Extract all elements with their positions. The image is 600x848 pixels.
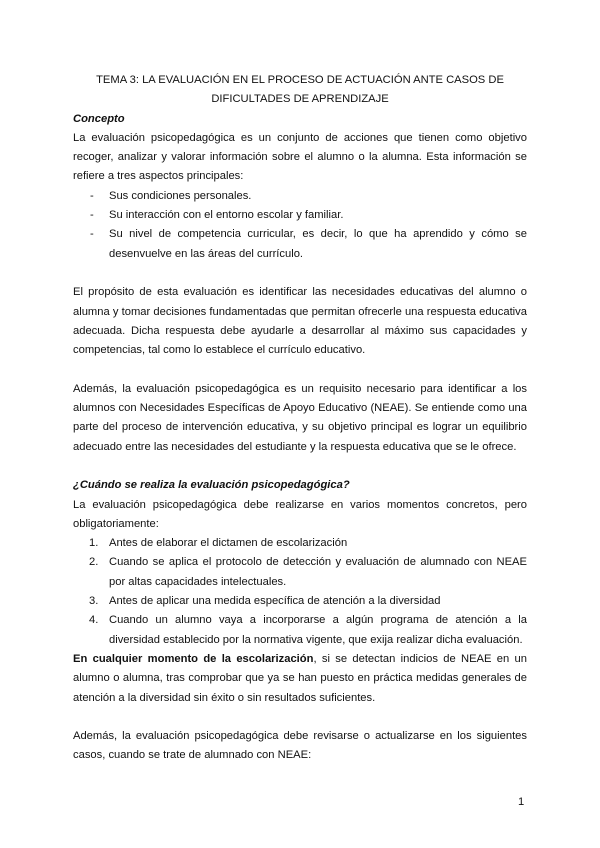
list-number: 3. (89, 595, 99, 608)
paragraph-spacer (73, 708, 527, 727)
cuando-intro-paragraph: La evaluación psicopedagógica debe realizarse en varios momentos concretos, pero obligatoriamente: (73, 498, 527, 530)
document-title (73, 71, 527, 110)
list-item (73, 187, 527, 206)
title-line-2: DIFICULTADES DE APRENDIZAJE (211, 93, 389, 106)
paragraph-text: , si se detectan indicios de NEAE en un alumno o alumna, tras comprobar que ya se han puesto en práctica medidas generales de atención a la diversidad sin éxito o sin resultados suficientes. (73, 652, 527, 704)
emphasis-text: En cualquier momento de la escolarización (73, 652, 314, 665)
purpose-paragraph: El propósito de esta evaluación es identificar las necesidades educativas del alumno o alumna y tomar decisiones fundamentadas que permitan ofrecerle una respuesta educativa adecuada. Dicha respuesta debe ayudarle a desarrollar al máximo sus capacidades y competencias, tal como lo establece el currículo educativo. (73, 286, 527, 357)
list-item-text: Su interacción con el entorno escolar y familiar. (109, 209, 344, 222)
paragraph-spacer (73, 360, 527, 379)
dash-bullet: - (90, 189, 94, 202)
dash-bullet: - (90, 228, 94, 241)
list-item-text: Su nivel de competencia curricular, es decir, lo que ha aprendido y cómo se desenvuelve en las áreas del currículo. (109, 228, 527, 260)
paragraph-spacer (73, 264, 527, 283)
list-item-text: Cuando se aplica el protocolo de detección y evaluación de alumnado con NEAE por altas capacidades intelectuales. (109, 556, 527, 588)
list-item-text: Antes de aplicar una medida específica de atención a la diversidad (109, 595, 441, 608)
list-item-text: Cuando un alumno vaya a incorporarse a algún programa de atención a la diversidad establecido por la normativa vigente, que exija realizar dicha evaluación. (109, 614, 527, 646)
list-item (73, 592, 527, 611)
section-heading-concepto: Concepto (73, 112, 125, 125)
any-moment-paragraph (73, 650, 527, 708)
review-paragraph: Además, la evaluación psicopedagógica debe revisarse o actualizarse en los siguientes casos, cuando se trate de alumnado con NEAE: (73, 730, 527, 762)
list-number: 1. (89, 537, 99, 550)
list-number: 4. (89, 614, 99, 627)
paragraph-spacer (73, 457, 527, 476)
list-item (73, 534, 527, 553)
list-item (73, 225, 527, 264)
list-number: 2. (89, 556, 99, 569)
dash-bullet: - (90, 209, 94, 222)
title-line-1: TEMA 3: LA EVALUACIÓN EN EL PROCESO DE ACTUACIÓN ANTE CASOS DE (96, 74, 504, 86)
concepto-intro-paragraph: La evaluación psicopedagógica es un conjunto de acciones que tienen como objetivo recoger, analizar y valorar información sobre el alumno o la alumna. Esta información se refiere a tres aspectos principales: (73, 131, 527, 183)
page-number: 1 (518, 796, 525, 808)
list-item-text: Sus condiciones personales. (109, 189, 252, 202)
document-body (73, 71, 527, 766)
section-heading-cuando: ¿Cuándo se realiza la evaluación psicopedagógica? (73, 479, 350, 492)
aspects-list (73, 187, 527, 264)
list-item-text: Antes de elaborar el dictamen de escolarización (109, 537, 348, 550)
list-item (73, 553, 527, 592)
moments-list (73, 534, 527, 650)
neae-paragraph: Además, la evaluación psicopedagógica es un requisito necesario para identificar a los alumnos con Necesidades Específicas de Apoyo Educativo (NEAE). Se entiende como una parte del proceso de intervención educativa, y su objetivo principal es lograr un equilibrio adecuado entre las necesidades del estudiante y la respuesta educativa que se le ofrece. (73, 382, 527, 453)
list-item (73, 611, 527, 650)
list-item (73, 206, 527, 225)
